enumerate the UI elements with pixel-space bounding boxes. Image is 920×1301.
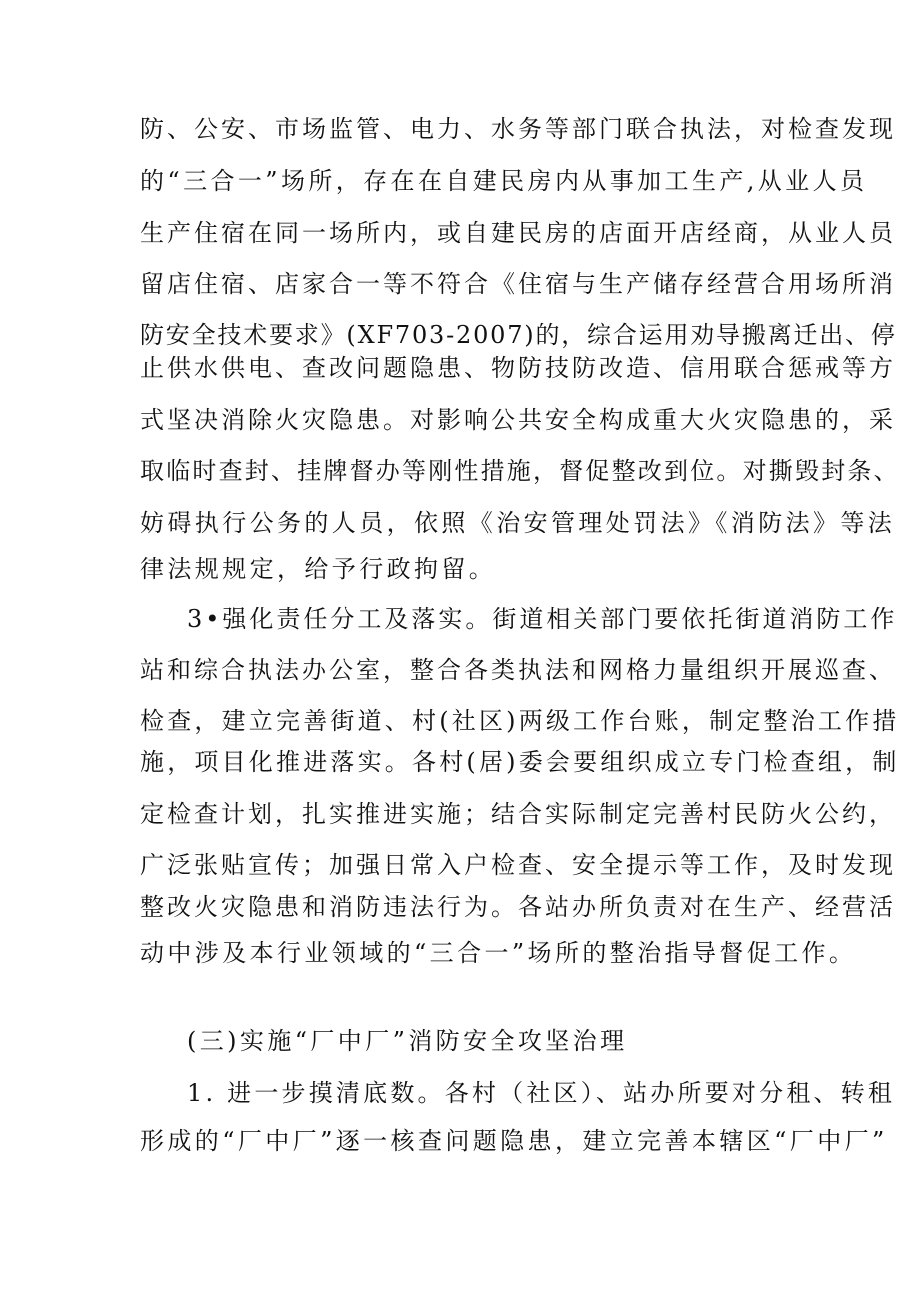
paragraph-1-line-1: 防、公安、市场监管、电力、水务等部门联合执法，对检查发现 (140, 115, 896, 143)
paragraph-2-line-6: 广泛张贴宣传；加强日常入户检查、安全提示等工作，及时发现 (140, 851, 896, 879)
paragraph-2-line-7: 整改火灾隐患和消防违法行为。各站办所负责对在生产、经营活 (140, 893, 896, 921)
paragraph-1-line-6: 止供水供电、查改问题隐患、物防技防改造、信用联合惩戒等方 (140, 354, 896, 382)
paragraph-1-line-10: 律法规规定，给予行政拘留。 (140, 555, 497, 583)
paragraph-1-line-5: 防安全技术要求》(XF703-2007)的，综合运用劝导搬离迁出、停 (140, 321, 897, 349)
paragraph-1-line-9: 妨碍执行公务的人员，依照《治安管理处罚法》《消防法》等法 (140, 509, 896, 537)
paragraph-2-line-2: 站和综合执法办公室，整合各类执法和网格力量组织开展巡查、 (140, 656, 896, 684)
paragraph-1-line-7: 式坚决消除火灾隐患。对影响公共安全构成重大火灾隐患的，采 (140, 406, 896, 434)
paragraph-1-line-2: 的“三合一”场所，存在在自建民房内从事加工生产,从业人员 (140, 167, 868, 195)
paragraph-2-line-1: 3•强化责任分工及落实。街道相关部门要依托街道消防工作 (187, 605, 898, 633)
paragraph-2-line-5: 定检查计划，扎实推进实施；结合实际制定完善村民防火公约， (140, 800, 896, 828)
paragraph-3-line-2: 形成的“厂中厂”逐一核查问题隐患，建立完善本辖区“厂中厂” (140, 1127, 888, 1155)
paragraph-2-line-8: 动中涉及本行业领域的“三合一”场所的整治指导督促工作。 (140, 939, 857, 967)
section-heading: (三)实施“厂中厂”消防安全攻坚治理 (187, 1027, 628, 1055)
paragraph-1-line-8: 取临时查封、挂牌督办等刚性措施，督促整改到位。对撕毁封条、 (140, 457, 900, 485)
paragraph-1-line-3: 生产住宿在同一场所内，或自建民房的店面开店经商，从业人员 (140, 219, 896, 247)
paragraph-1-line-4: 留店住宿、店家合一等不符合《住宿与生产储存经营合用场所消 (140, 270, 896, 298)
paragraph-3-line-1: 1. 进一步摸清底数。各村（社区）、站办所要对分租、转租 (187, 1079, 896, 1107)
paragraph-2-line-3: 检查，建立完善街道、村(社区)两级工作台账，制定整治工作措 (140, 707, 900, 735)
paragraph-2-line-4: 施，项目化推进落实。各村(居)委会要组织成立专门检查组，制 (140, 748, 900, 776)
